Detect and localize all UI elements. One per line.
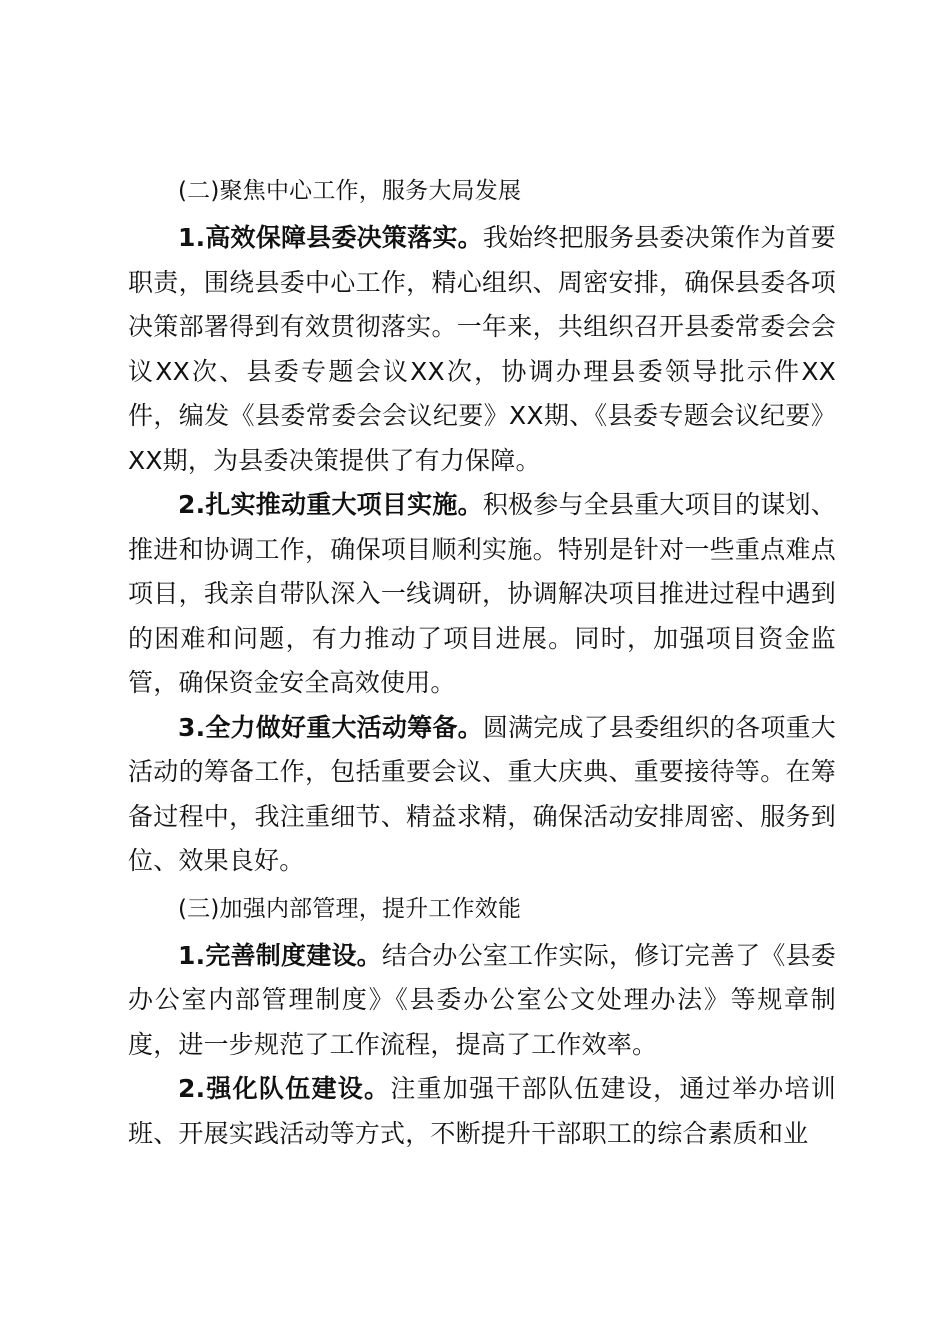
paragraph-body: 我始终把服务县委决策作为首要职责，围绕县委中心工作，精心组织、周密安排，确保县委各项决策部署得到有效贯彻落实。一年来，共组织召开县委常委会会议XX次、县委专题会议XX次，协调办理县委领导批示件XX件，编发《县委常委会会议纪要》XX期、《县委专题会议纪要》XX期，为县委决策提供了有力保障。 [128, 223, 836, 475]
paragraph-item [128, 216, 836, 483]
paragraph-body: 圆满完成了县委组织的各项重大活动的筹备工作，包括重要会议、重大庆典、重要接待等。在筹备过程中，我注重细节、精益求精，确保活动安排周密、服务到位、效果良好。 [128, 712, 836, 875]
document-body [128, 166, 836, 1156]
paragraph-lead: 2.强化队伍建设。 [178, 1074, 391, 1103]
paragraph-body: 结合办公室工作实际，修订完善了《县委办公室内部管理制度》《县委办公室公文处理办法》等规章制度，进一步规范了工作流程，提高了工作效率。 [128, 940, 836, 1059]
paragraph-item [128, 483, 836, 706]
paragraph-lead: 1.高效保障县委决策落实。 [178, 223, 483, 252]
paragraph-lead: 1.完善制度建设。 [178, 940, 382, 970]
paragraph-lead: 3.全力做好重大活动筹备。 [178, 712, 483, 742]
paragraph-item [128, 706, 836, 884]
paragraph-body: 注重加强干部队伍建设，通过举办培训班、开展实践活动等方式，不断提升干部职工的综合素质和业 [128, 1074, 836, 1148]
paragraph-lead: 2.扎实推动重大项目实施。 [178, 490, 483, 519]
paragraph-body: 积极参与全县重大项目的谋划、推进和协调工作，确保项目顺利实施。特别是针对一些重点难点项目，我亲自带队深入一线调研，协调解决项目推进过程中遇到的困难和问题，有力推动了项目进展。同时，加强项目资金监管，确保资金安全高效使用。 [128, 490, 836, 697]
section-heading-3: (三)加强内部管理，提升工作效能 [178, 895, 522, 922]
paragraph-item [128, 934, 836, 1068]
paragraph-item [128, 1067, 836, 1156]
section-heading-2: (二)聚焦中心工作，服务大局发展 [178, 178, 522, 204]
